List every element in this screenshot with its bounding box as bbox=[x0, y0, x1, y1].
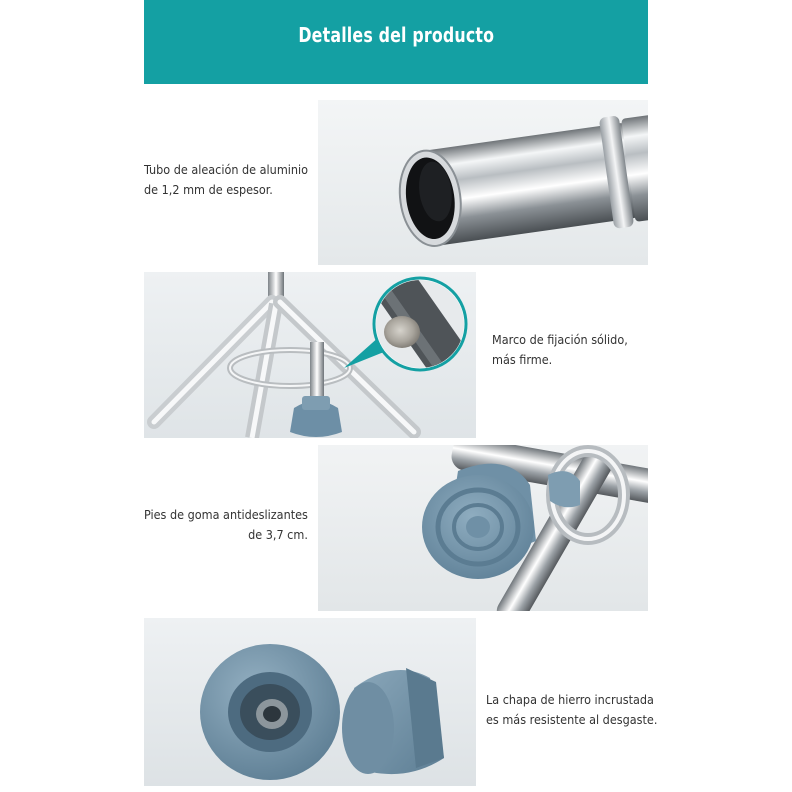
caption-line: Marco de fijación sólido, bbox=[492, 332, 628, 347]
caption-frame bbox=[492, 330, 628, 370]
caption-tube bbox=[144, 160, 308, 200]
caption-line: Pies de goma antideslizantes bbox=[144, 507, 308, 522]
stool-frame-image bbox=[144, 272, 476, 438]
aluminum-tube-image bbox=[318, 100, 648, 265]
caption-line: más firme. bbox=[492, 352, 553, 367]
header-banner bbox=[144, 0, 648, 84]
caption-caps bbox=[486, 690, 657, 730]
caption-line: La chapa de hierro incrustada bbox=[486, 692, 654, 707]
caption-foot bbox=[144, 505, 308, 545]
rubber-foot-image bbox=[318, 445, 648, 611]
rubber-caps-image bbox=[144, 618, 476, 786]
page-title: Detalles del producto bbox=[298, 23, 494, 47]
caption-line: Tubo de aleación de aluminio bbox=[144, 162, 309, 177]
caption-line: de 1,2 mm de espesor. bbox=[144, 182, 273, 197]
caption-line: de 3,7 cm. bbox=[248, 527, 308, 542]
caption-line: es más resistente al desgaste. bbox=[486, 712, 658, 727]
